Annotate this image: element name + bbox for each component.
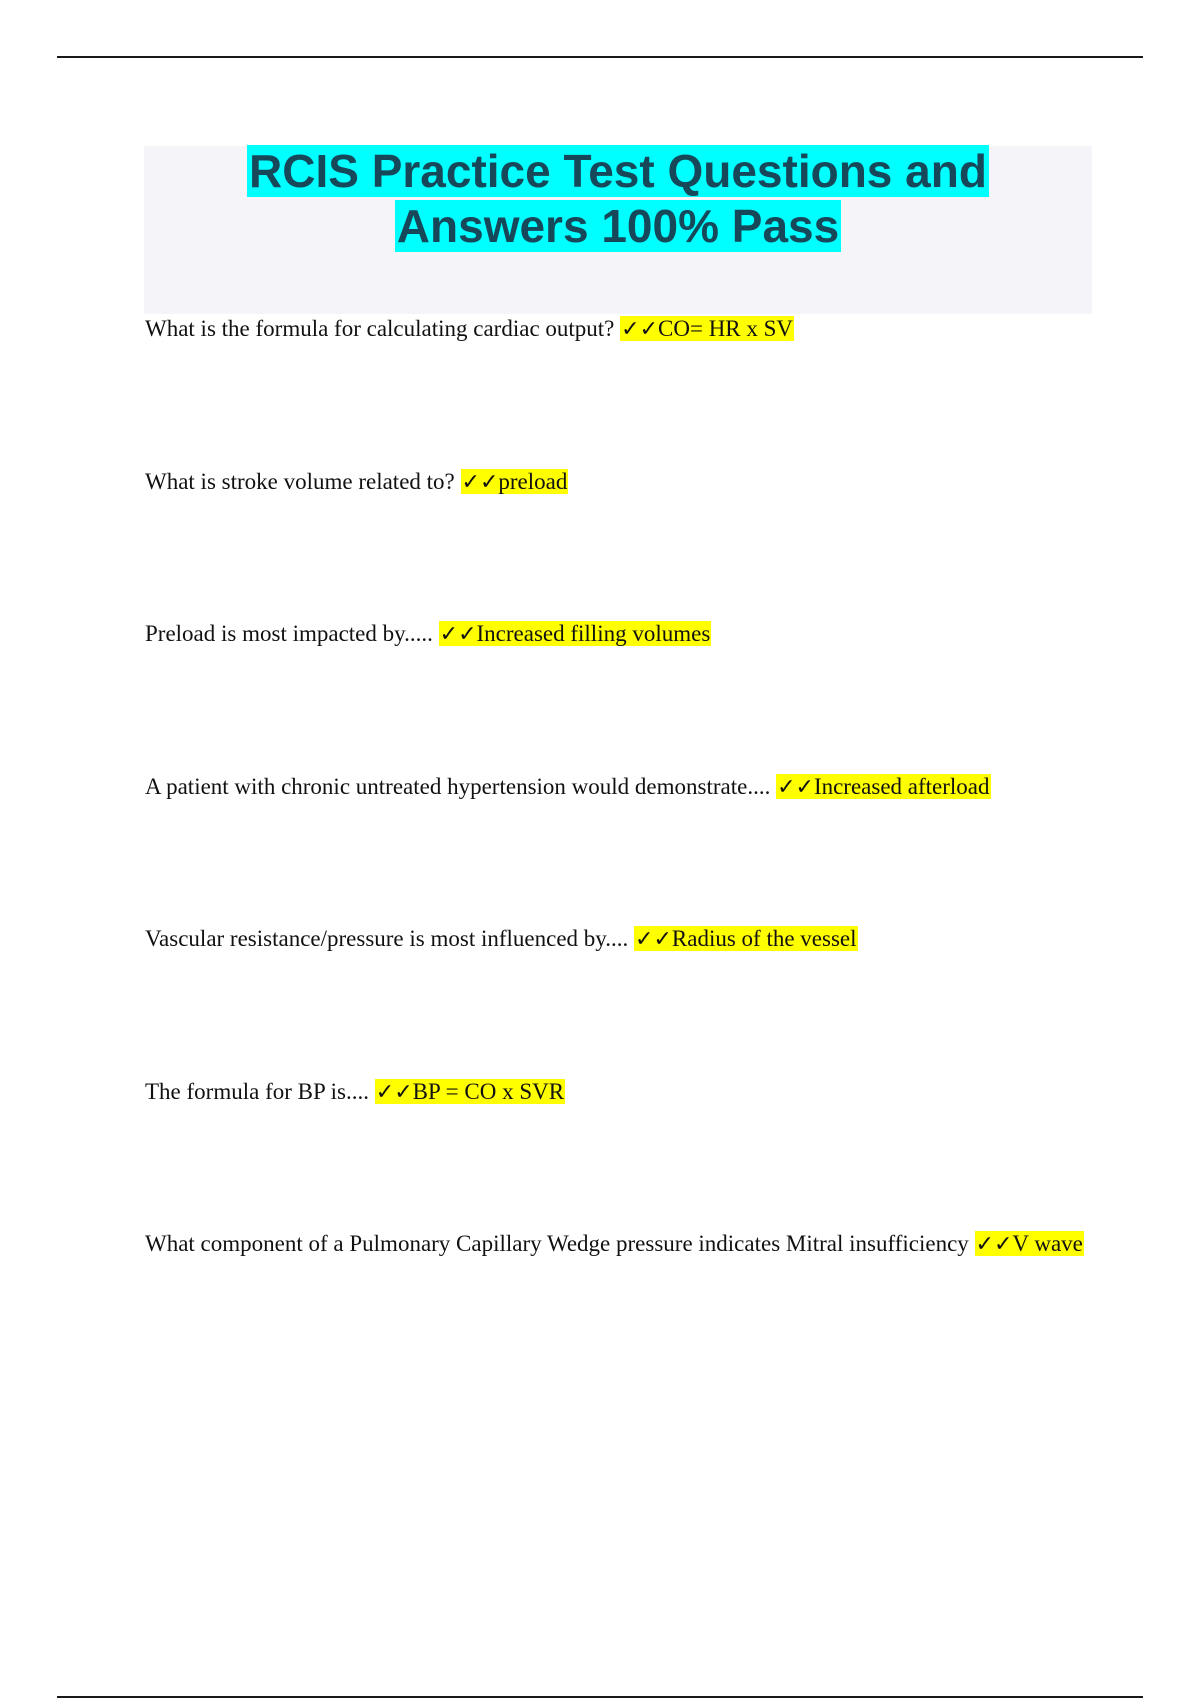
double-check-icon: ✓✓ — [777, 775, 814, 800]
qa-item-2 — [145, 451, 1085, 513]
qa-item-1 — [145, 298, 1085, 360]
question-text: Vascular resistance/pressure is most influenced by.... — [145, 926, 635, 951]
answer-text: preload — [498, 469, 568, 494]
answer-highlight — [620, 316, 794, 341]
question-text: The formula for BP is.... — [145, 1079, 375, 1104]
answer-text: Increased afterload — [813, 774, 990, 799]
double-check-icon: ✓✓ — [461, 470, 499, 495]
title-line-2: Answers 100% Pass — [396, 200, 840, 252]
qa-item-3 — [145, 603, 1085, 665]
answer-text: CO= HR x SV — [658, 316, 794, 341]
qa-item-6 — [145, 1061, 1085, 1123]
qa-item-7 — [145, 1213, 1085, 1275]
double-check-icon: ✓✓ — [439, 622, 477, 647]
page-title — [144, 144, 1092, 254]
question-text: What is the formula for calculating cardiac output? — [145, 316, 621, 341]
answer-text: BP = CO x SVR — [412, 1079, 565, 1104]
answer-text: Radius of the vessel — [671, 926, 857, 951]
double-check-icon: ✓✓ — [621, 317, 659, 342]
answer-highlight — [375, 1079, 565, 1104]
question-text: What component of a Pulmonary Capillary Wedge pressure indicates Mitral insufficiency — [145, 1231, 975, 1256]
answer-text: V wave — [1012, 1231, 1083, 1256]
answer-highlight — [461, 469, 569, 494]
question-text: Preload is most impacted by..... — [145, 621, 439, 646]
double-check-icon: ✓✓ — [975, 1232, 1013, 1257]
qa-item-5 — [145, 908, 1085, 970]
answer-text: Increased filling volumes — [476, 621, 711, 646]
top-rule — [57, 56, 1143, 58]
bottom-rule — [57, 1696, 1143, 1698]
answer-highlight — [439, 621, 712, 646]
title-line-1: RCIS Practice Test Questions and — [249, 145, 987, 197]
double-check-icon: ✓✓ — [635, 927, 672, 952]
qa-item-4 — [145, 756, 1085, 818]
question-text: What is stroke volume related to? — [145, 469, 461, 494]
answer-highlight — [634, 926, 857, 951]
answer-highlight — [776, 774, 990, 799]
double-check-icon: ✓✓ — [375, 1080, 413, 1105]
answer-highlight — [975, 1231, 1084, 1256]
question-text: A patient with chronic untreated hypertension would demonstrate.... — [145, 774, 777, 799]
